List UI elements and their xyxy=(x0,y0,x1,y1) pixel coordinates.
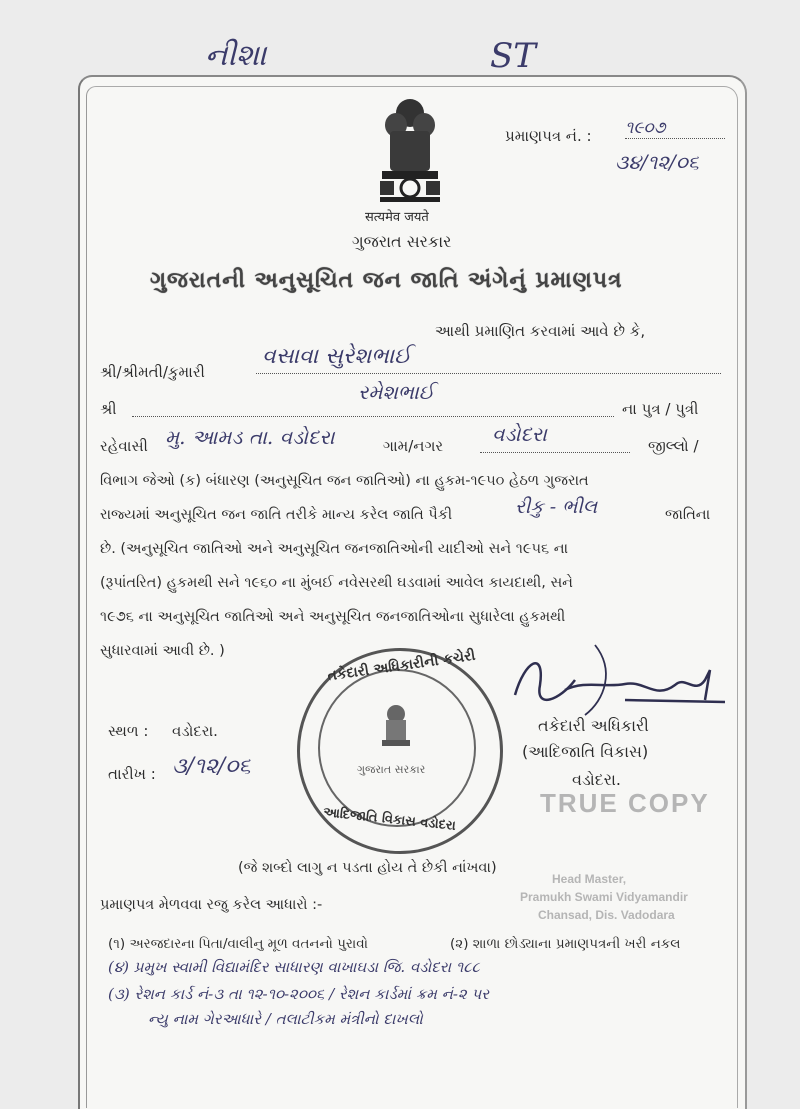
para-line-6: સુધારવામાં આવી છે. ) xyxy=(100,643,225,659)
para-line-3: છે. (અનુસૂચિત જાતિઓ અને અનુસૂચિત જનજાતિઓની યાદીઓ સને ૧૯૫૬ ના xyxy=(100,541,569,557)
true-copy-line-2: Head Master, xyxy=(552,872,627,886)
para-line-2a: રાજ્યમાં અનુસૂચિત જન જાતિ તરીકે માન્ય કરેલ જાતિ પૈકી xyxy=(100,507,453,523)
name-label: શ્રી/શ્રીમતી/કુમારી xyxy=(100,363,205,381)
true-copy-line-4: Chansad, Dis. Vadodara xyxy=(538,908,675,922)
intro-text: આથી પ્રમાણિત કરવામાં આવે છે કે, xyxy=(435,322,646,340)
basis-item-4: (૪) પ્રમુખ સ્વામી વિદ્યામંદિર સાધારણ વાખાઘડા જિ. વડોદરા ૧૮૮ xyxy=(108,958,480,976)
ashoka-emblem-icon xyxy=(376,95,444,205)
resident-label: રહેવાસી xyxy=(100,437,148,455)
basis-item-2: (૨) શાળા છોડ્યાના પ્રમાણપત્રની ખરી નકલ xyxy=(450,936,681,952)
date-label: તારીખ : xyxy=(108,765,156,783)
emblem-motto: सत्यमेव जयते xyxy=(365,210,429,225)
village-label: ગામ/નગર xyxy=(383,437,444,455)
para-line-2c: જાતિના xyxy=(665,507,711,523)
certificate-no-label: પ્રમાણપત્ર નં. : xyxy=(505,127,592,145)
caste-value: રીકુ - ભીલ xyxy=(515,496,598,518)
seal-bottom-text: આદિજાતિ વિકાસ વડોદરા xyxy=(322,805,457,834)
para-line-5: ૧૯૭૬ ના અનુસૂચિત જાતિઓ અને અનુસૂચિત જનજાતિઓના સુધારેલા હુકમથી xyxy=(100,609,566,625)
strike-note: (જે શબ્દો લાગુ ન પડતા હોય તે છેકી નાંખવા) xyxy=(238,860,497,876)
date-value: ૩/૧૨/૦૬ xyxy=(172,754,251,779)
basis-heading: પ્રમાણપત્ર મેળવવા રજુ કરેલ આધારો :- xyxy=(100,897,323,913)
seal-emblem-icon xyxy=(376,702,416,752)
seal-middle-text: ગુજરાત સરકાર xyxy=(357,763,426,776)
place-value: વડોદરા. xyxy=(172,722,218,740)
signature xyxy=(505,640,730,720)
issuer: ગુજરાત સરકાર xyxy=(352,232,452,251)
true-copy-line-3: Pramukh Swami Vidyamandir xyxy=(520,890,688,904)
signatory-place: વડોદરા. xyxy=(572,770,621,789)
seal-top-text: તકેદારી અધિકારીની કચેરી xyxy=(326,647,477,685)
signatory-dept: (આદિજાતિ વિકાસ) xyxy=(522,742,649,761)
signatory-title: તકેદારી અધિકારી xyxy=(538,716,649,735)
basis-item-3: (૩) રેશન કાર્ડ નં-૩ તા ૧૨-૧૦-૨૦૦૬ / રેશન કાર્ડમાં ક્રમ નં-૨ પર xyxy=(108,985,489,1003)
district-value: વડોદરા xyxy=(492,422,547,446)
basis-item-1: (૧) અરજદારના પિતા/વાલીનુ મૂળ વતનનો પુરાવો xyxy=(108,936,369,952)
para-line-4: (રૂપાંતરિત) હુકમથી સને ૧૯૬૦ ના મુંબઈ નવેસરથી ઘડવામાં આવેલ કાયદાથી, સને xyxy=(100,575,573,591)
certificate-no-extra: ૩૪/૧૨/૦૬ xyxy=(615,150,699,174)
para-line-1: વિભાગ જેઓ (ક) બંધારણ (અનુસૂચિત જન જાતિઓ) ના હુકમ-૧૯૫૦ હેઠળ ગુજરાત xyxy=(100,473,589,489)
father-value: રમેશભાઈ xyxy=(358,380,435,404)
resident-value: મુ. આમડ તા. વડોદરા xyxy=(165,425,335,449)
note-name: નીશા xyxy=(205,38,267,73)
place-label: સ્થળ : xyxy=(108,722,149,740)
note-category: ST xyxy=(490,36,536,76)
name-value: વસાવા સુરેશભાઈ xyxy=(262,344,412,369)
page-title: ગુજરાતની અનુસૂચિત જન જાતિ અંગેનું પ્રમાણપત્ર xyxy=(150,268,623,293)
father-suffix: ના પુત્ર / પુત્રી xyxy=(622,400,699,418)
district-suffix: જીલ્લો / xyxy=(648,437,699,455)
basis-item-3-cont: ન્યુ નામ ગેરઆધારે / તલાટીકમ મંત્રીનો દાખલો xyxy=(148,1010,423,1028)
certificate-no-value: ૧૯૦૭ xyxy=(625,118,725,139)
true-copy-stamp: TRUE COPY xyxy=(540,788,710,818)
father-label: શ્રી xyxy=(100,400,117,418)
